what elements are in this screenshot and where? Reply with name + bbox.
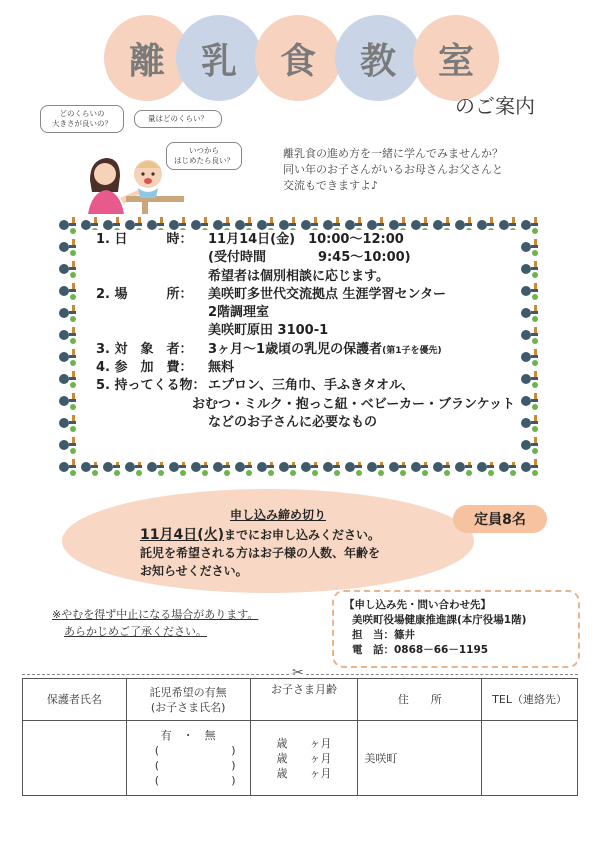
speech-bubble-when: いつから はじめたら良い？ bbox=[166, 142, 242, 170]
target-value bbox=[208, 341, 442, 360]
header-child-age: お子さま月齢 bbox=[250, 679, 358, 721]
title-char-3: 食 bbox=[255, 15, 341, 101]
bring-value-2: おむつ・ミルク・抱っこ紐・ベビーカー・ブランケット bbox=[192, 396, 516, 412]
scissors-icon: ✂ bbox=[292, 665, 304, 681]
capacity-badge: 定員8名 bbox=[453, 505, 547, 533]
child-name-slot[interactable]: ( ) bbox=[154, 759, 236, 772]
contact-person: 担 当：篠井 bbox=[352, 629, 415, 641]
header-childcare-line-2: (お子さま氏名) bbox=[150, 700, 226, 714]
address-field[interactable]: 美咲町 bbox=[358, 721, 482, 796]
deadline-line-1 bbox=[140, 526, 380, 544]
age-slot[interactable]: 歳 ヶ月 bbox=[276, 766, 332, 780]
deadline-line-1-rest: までにお申し込みください。 bbox=[224, 528, 381, 542]
bring-value-1: エプロン、三角巾、手ふきタオル、 bbox=[208, 378, 414, 394]
title-char-4: 教 bbox=[335, 15, 421, 101]
bring-label: 5. 持ってくる物： bbox=[96, 378, 206, 394]
speech-bubble-size: どのくらいの 大きさが良いの？ bbox=[40, 105, 124, 133]
fee-label: 4. 参 加 費： bbox=[96, 360, 193, 376]
deadline-body bbox=[140, 526, 380, 580]
deadline-date: 11月4日(火) bbox=[140, 527, 225, 543]
header-childcare bbox=[126, 679, 250, 721]
title-char-1: 離 bbox=[104, 15, 190, 101]
age-slot[interactable]: 歳 ヶ月 bbox=[276, 751, 332, 765]
form-header-row bbox=[23, 679, 578, 721]
child-name-slot[interactable]: ( ) bbox=[154, 744, 236, 757]
contact-phone: 電 話：0868－66－1195 bbox=[352, 644, 489, 656]
tel-field[interactable] bbox=[482, 721, 578, 796]
contact-box bbox=[332, 590, 580, 668]
place-label: 2. 場 所： bbox=[96, 286, 193, 302]
mother-baby-illustration bbox=[82, 140, 192, 214]
guardian-name-field[interactable] bbox=[23, 721, 127, 796]
deadline-line-2: 託児を希望される方はお子様の人数、年齢を bbox=[140, 546, 381, 560]
speech-bubble-amount: 量はどのくらい？ bbox=[134, 110, 222, 128]
target-label: 3. 対 象 者： bbox=[96, 341, 193, 357]
individual-consultation: 希望者は個別相談に応じます。 bbox=[208, 268, 389, 284]
contact-heading: 【申し込み先・問い合わせ先】 bbox=[344, 599, 491, 611]
note-line-2: あらかじめご了承ください。 bbox=[64, 625, 207, 638]
age-slot[interactable]: 歳 ヶ月 bbox=[276, 736, 332, 750]
bring-value-3: などのお子さんに必要なもの bbox=[208, 414, 378, 430]
place-room: 2階調理室 bbox=[208, 305, 270, 321]
place-value: 美咲町多世代交流拠点 生涯学習センター bbox=[208, 286, 447, 302]
contact-dept: 美咲町役場健康推進課(本庁役場1階) bbox=[352, 614, 527, 626]
intro-line: 同い年のお子さんがいるお母さんお父さんと bbox=[283, 163, 503, 176]
note-line-1: ※やむを得ず中止になる場合があります。 bbox=[52, 608, 259, 621]
header-address: 住 所 bbox=[358, 679, 482, 721]
target-text: 3ヶ月～1歳頃の乳児の保護者 bbox=[208, 341, 383, 357]
target-note: (第1子を優先) bbox=[382, 345, 442, 356]
deadline-line-3: お知らせください。 bbox=[140, 564, 248, 578]
date-value: 11月14日(金) 10:00～12:00 bbox=[208, 232, 404, 247]
title-char-5: 室 bbox=[413, 15, 499, 101]
intro-line: 交流もできますよ♪ bbox=[283, 179, 379, 192]
child-age-field[interactable] bbox=[250, 721, 358, 796]
application-form bbox=[22, 678, 578, 796]
title-char-2: 乳 bbox=[176, 15, 262, 101]
place-address: 美咲町原田 3100-1 bbox=[208, 323, 329, 339]
header-childcare-line-1: 託児希望の有無 bbox=[149, 685, 227, 699]
date-label: 1. 日 時： bbox=[96, 232, 193, 247]
header-tel: TEL（連絡先） bbox=[482, 679, 578, 721]
page-subtitle: のご案内 bbox=[455, 94, 535, 118]
yes-no-choice[interactable]: 有 ・ 無 bbox=[160, 729, 216, 742]
intro-text bbox=[283, 146, 503, 194]
childcare-field[interactable] bbox=[126, 721, 250, 796]
form-input-row bbox=[23, 721, 578, 796]
header-guardian: 保護者氏名 bbox=[23, 679, 127, 721]
reception-time: (受付時間 9:45～10:00) bbox=[208, 250, 411, 266]
intro-line: 離乳食の進め方を一緒に学んでみませんか？ bbox=[283, 147, 503, 160]
child-name-slot[interactable]: ( ) bbox=[154, 774, 236, 787]
deadline-heading: 申し込み締め切り bbox=[230, 508, 327, 522]
cancellation-note bbox=[52, 606, 258, 640]
fee-value: 無料 bbox=[208, 360, 235, 376]
